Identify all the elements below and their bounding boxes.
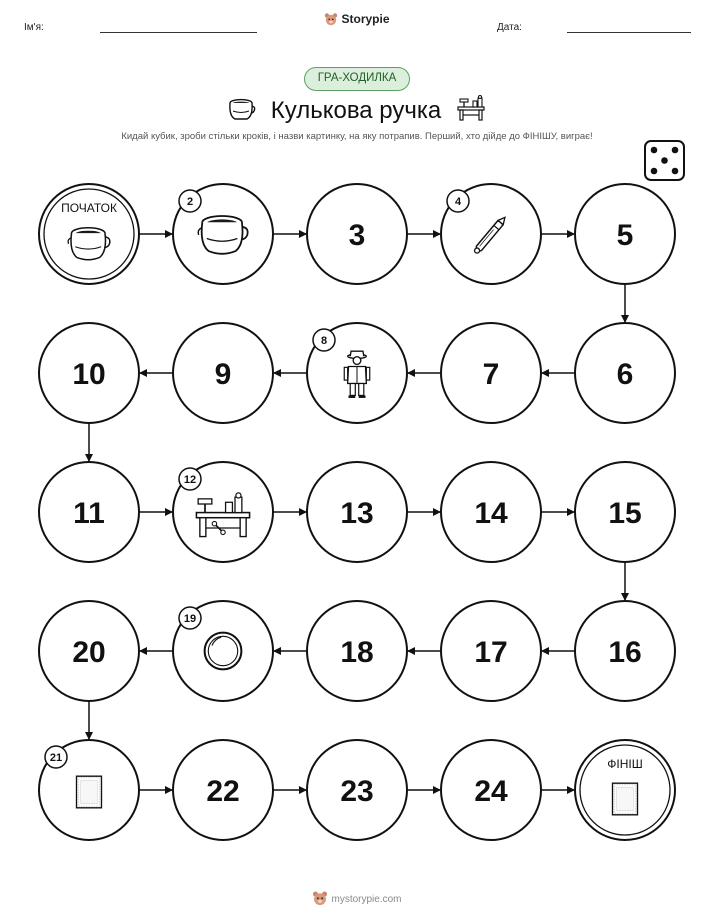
svg-text:19: 19 xyxy=(183,613,197,625)
title-text: Кулькова ручка xyxy=(270,97,442,124)
board-cell-22[interactable] xyxy=(173,740,273,840)
cell-number: 15 xyxy=(608,497,642,530)
footer-bear-icon xyxy=(312,890,328,909)
start-cell[interactable] xyxy=(39,184,139,284)
cell-number: 7 xyxy=(482,358,500,391)
board-cell-15[interactable] xyxy=(575,462,675,562)
board-cell-16[interactable] xyxy=(575,601,675,701)
cell-number: 11 xyxy=(73,497,105,530)
board-cell-6[interactable] xyxy=(575,323,675,423)
dice-icon xyxy=(645,141,684,180)
cell-number: 17 xyxy=(474,636,508,669)
board-cell-5[interactable] xyxy=(575,184,675,284)
board-cell-18[interactable] xyxy=(307,601,407,701)
cell-number-badge xyxy=(313,329,335,351)
board-cell-8[interactable] xyxy=(307,323,407,423)
cell-number-badge xyxy=(45,746,67,768)
brand-name: Storypie xyxy=(341,12,390,26)
board-cell-3[interactable] xyxy=(307,184,407,284)
paper-icon xyxy=(77,776,102,808)
cell-number: 14 xyxy=(474,497,508,530)
board-cell-12[interactable] xyxy=(173,462,273,562)
board-cell-11[interactable] xyxy=(39,462,139,562)
cell-number: 9 xyxy=(214,358,232,391)
finish-cell[interactable] xyxy=(575,740,675,840)
cell-number-badge xyxy=(179,607,201,629)
board-cell-9[interactable] xyxy=(173,323,273,423)
instructions: Кидай кубик, зроби стільки кроків, і назви картинку, на яку потрапив. Перший, хто дійде до ФІНІШУ, виграє! xyxy=(121,131,593,142)
svg-text:12: 12 xyxy=(183,474,197,486)
board-cell-10[interactable] xyxy=(39,323,139,423)
cell-number: 3 xyxy=(348,219,366,252)
board-cell-14[interactable] xyxy=(441,462,541,562)
svg-text:8: 8 xyxy=(320,335,328,347)
board-cell-7[interactable] xyxy=(441,323,541,423)
cell-number: 13 xyxy=(340,497,374,530)
svg-text:2: 2 xyxy=(186,196,194,208)
cell-number: 6 xyxy=(616,358,634,391)
ring-icon xyxy=(205,633,242,670)
date-label: Дата: xyxy=(497,22,522,33)
paper-icon xyxy=(613,783,638,815)
start-label: ПОЧАТОК xyxy=(61,201,117,215)
board-cell-20[interactable] xyxy=(39,601,139,701)
cell-number: 18 xyxy=(340,636,374,669)
cell-number: 16 xyxy=(608,636,642,669)
svg-text:4: 4 xyxy=(454,196,462,208)
board-cell-23[interactable] xyxy=(307,740,407,840)
board-cell-2[interactable] xyxy=(173,184,273,284)
cell-number: 5 xyxy=(616,219,634,252)
cell-number-badge xyxy=(179,190,201,212)
cell-number: 10 xyxy=(72,358,106,391)
board-cell-19[interactable] xyxy=(173,601,273,701)
cell-number: 22 xyxy=(206,775,240,808)
cell-number: 24 xyxy=(474,775,508,808)
cell-number-badge xyxy=(179,468,201,490)
cell-number: 23 xyxy=(340,775,374,808)
svg-text:21: 21 xyxy=(49,752,63,764)
footer-link[interactable]: mystorypie.com xyxy=(331,894,402,905)
cell-number: 20 xyxy=(72,636,106,669)
name-label: Ім'я: xyxy=(24,22,44,33)
cell-number-badge xyxy=(447,190,469,212)
board-cell-24[interactable] xyxy=(441,740,541,840)
finish-label: ФІНІШ xyxy=(607,757,643,771)
footer xyxy=(0,890,714,909)
board-cell-17[interactable] xyxy=(441,601,541,701)
board-cell-21[interactable] xyxy=(39,740,139,840)
game-type-badge: ГРА-ХОДИЛКА xyxy=(304,67,410,91)
board-cell-13[interactable] xyxy=(307,462,407,562)
board-cell-4[interactable] xyxy=(441,184,541,284)
